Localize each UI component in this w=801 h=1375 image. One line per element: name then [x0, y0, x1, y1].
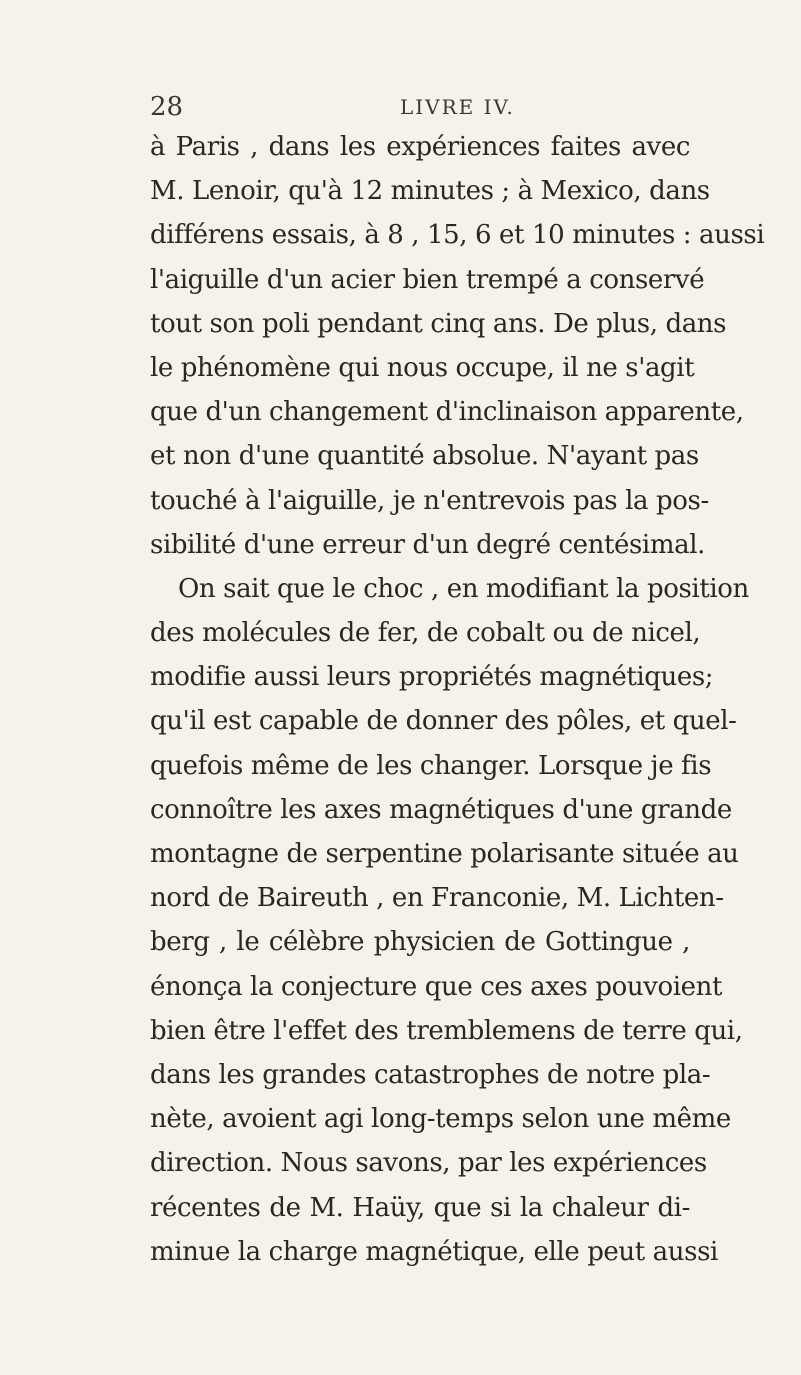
text-line: connoître les axes magnétiques d'une grande — [150, 794, 732, 825]
text-line: touché à l'aiguille, je n'entrevois pas la pos- — [150, 485, 709, 516]
text-line: qu'il est capable de donner des pôles, et quel- — [150, 706, 737, 737]
text-line: récentes de M. Haüy, que si la chaleur di- — [150, 1192, 690, 1223]
text-line: montagne de serpentine polarisante située au — [150, 839, 739, 869]
text-line: minue la charge magnétique, elle peut aussi — [150, 1236, 718, 1267]
text-line: tout son poli pendant cinq ans. De plus, dans — [150, 308, 727, 339]
text-line: quefois même de les changer. Lorsque je fis — [150, 750, 712, 781]
running-head: LIVRE IV. — [400, 95, 515, 119]
text-line: à Paris , dans les expériences faites avec — [150, 132, 690, 162]
body-text — [150, 125, 765, 1274]
text-line: modifie aussi leurs propriétés magnétiques; — [150, 662, 714, 693]
text-line: direction. Nous savons, par les expériences — [150, 1148, 707, 1179]
text-line: des molécules de fer, de cobalt ou de nicel, — [150, 618, 701, 649]
text-line: nord de Baireuth , en Franconie, M. Lichten- — [150, 883, 724, 914]
text-line: le phénomène qui nous occupe, il ne s'agit — [150, 352, 695, 383]
text-line: bien être l'effet des tremblemens de terre qui, — [150, 1015, 743, 1046]
text-line: énonça la conjecture que ces axes pouvoient — [150, 971, 723, 1002]
page-header — [150, 92, 690, 126]
text-line: et non d'une quantité absolue. N'ayant pas — [150, 441, 699, 472]
text-line: sibilité d'une erreur d'un degré centésimal. — [150, 529, 705, 560]
text-line: l'aiguille d'un acier bien trempé a conservé — [150, 264, 705, 295]
text-line: que d'un changement d'inclinaison apparente, — [150, 397, 744, 428]
text-line-paragraph-start: On sait que le choc , en modifiant la position — [178, 573, 749, 604]
text-line: berg , le célèbre physicien de Gottingue , — [150, 927, 690, 958]
page-number: 28 — [150, 92, 184, 122]
text-line: différens essais, à 8 , 15, 6 et 10 minutes : aussi — [150, 220, 765, 251]
text-line: nète, avoient agi long-temps selon une même — [150, 1104, 731, 1135]
text-line: M. Lenoir, qu'à 12 minutes ; à Mexico, dans — [150, 176, 710, 207]
text-line: dans les grandes catastrophes de notre pla- — [150, 1059, 711, 1090]
